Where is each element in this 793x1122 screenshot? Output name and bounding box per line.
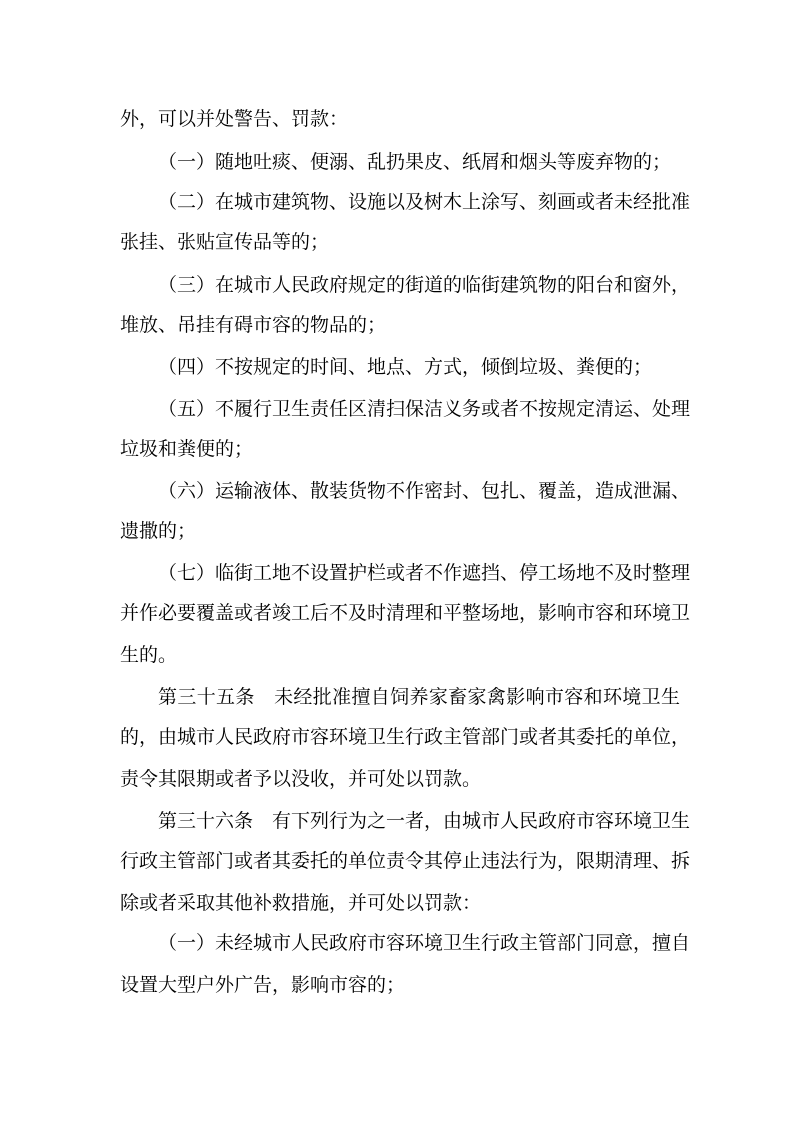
text-line: （二）在城市建筑物、设施以及树木上涂写、刻画或者未经批准 bbox=[158, 191, 691, 213]
text-line: 垃圾和粪便的； bbox=[120, 438, 254, 460]
text-line: 外，可以并处警告、罚款： bbox=[120, 108, 349, 130]
text-line: 行政主管部门或者其委托的单位责令其停止违法行为，限期清理、拆 bbox=[120, 850, 691, 872]
text-line: 生的。 bbox=[120, 644, 178, 666]
text-line: 第三十六条 有下列行为之一者，由城市人民政府市容环境卫生 bbox=[158, 810, 691, 832]
text-line: 除或者采取其他补救措施，并可处以罚款： bbox=[120, 892, 482, 914]
text-line: （三）在城市人民政府规定的街道的临街建筑物的阳台和窗外， bbox=[158, 274, 691, 296]
text-line: 张挂、张贴宣传品等的； bbox=[120, 231, 330, 253]
text-line: （一）未经城市人民政府市容环境卫生行政主管部门同意，擅自 bbox=[158, 932, 691, 954]
text-line: 并作必要覆盖或者竣工后不及时清理和平整场地，影响市容和环境卫 bbox=[120, 602, 691, 624]
text-line: （四）不按规定的时间、地点、方式，倾倒垃圾、粪便的； bbox=[158, 356, 653, 378]
text-line: 堆放、吊挂有碍市容的物品的； bbox=[120, 314, 387, 336]
text-line: （五）不履行卫生责任区清扫保洁义务或者不按规定清运、处理 bbox=[158, 398, 691, 420]
text-line: 第三十五条 未经批准擅自饲养家畜家禽影响市容和环境卫生 bbox=[158, 686, 680, 708]
text-line: （七）临街工地不设置护栏或者不作遮挡、停工场地不及时整理 bbox=[158, 562, 691, 584]
text-line: （六）运输液体、散装货物不作密封、包扎、覆盖，造成泄漏、 bbox=[158, 480, 691, 502]
text-line: 的，由城市人民政府市容环境卫生行政主管部门或者其委托的单位， bbox=[120, 726, 691, 748]
text-line: 设置大型户外广告，影响市容的； bbox=[120, 974, 406, 996]
text-line: 遗撒的； bbox=[120, 520, 197, 542]
text-line: （一）随地吐痰、便溺、乱扔果皮、纸屑和烟头等废弃物的； bbox=[158, 151, 672, 173]
text-line: 责令其限期或者予以没收，并可处以罚款。 bbox=[120, 768, 482, 790]
